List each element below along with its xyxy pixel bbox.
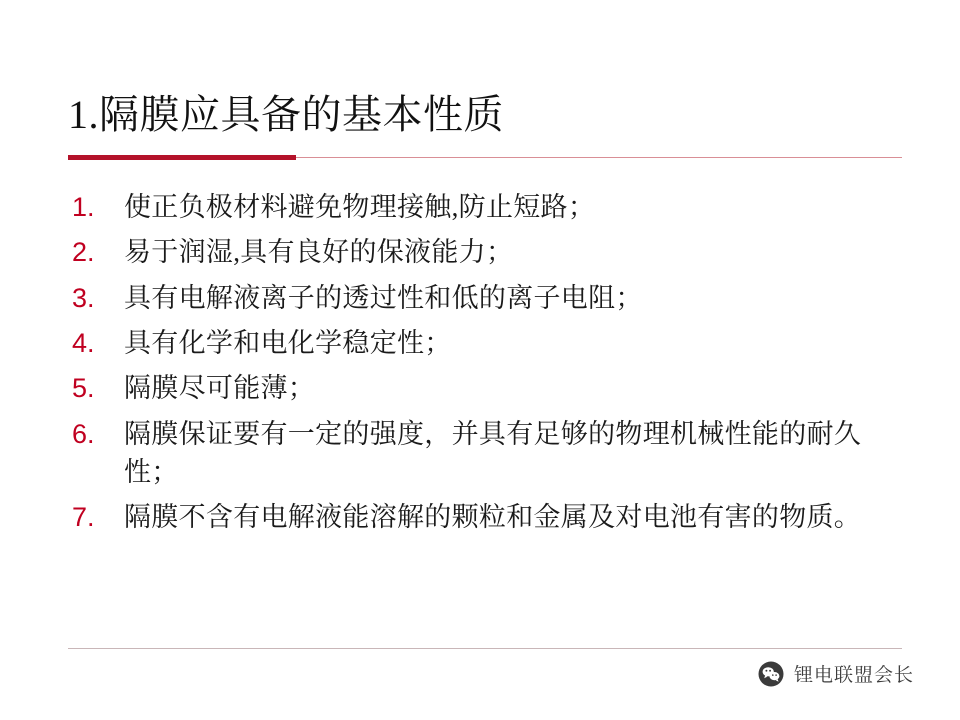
list-item-text: 具有电解液离子的透过性和低的离子电阻； — [124, 282, 643, 313]
list-item — [68, 415, 898, 492]
list-item-number: 5. — [72, 373, 95, 404]
list-item-text: 隔膜不含有电解液能溶解的颗粒和金属及对电池有害的物质。 — [124, 502, 862, 533]
list-item — [68, 369, 898, 407]
page-title: 1.隔膜应具备的基本性质 — [68, 92, 504, 137]
wechat-icon — [758, 661, 784, 687]
list-item-text: 隔膜保证要有一定的强度，并具有足够的物理机械性能的耐久性； — [124, 418, 862, 487]
list-item-number: 6. — [72, 418, 95, 449]
footer-divider — [68, 648, 902, 649]
list-item-text: 易于润湿,具有良好的保液能力； — [124, 237, 514, 268]
title-divider — [68, 155, 902, 161]
list-item-number: 4. — [72, 327, 95, 358]
list-item — [68, 324, 898, 362]
list-item — [68, 498, 898, 536]
footer — [758, 660, 914, 687]
list-item — [68, 233, 898, 271]
list-item-text: 隔膜尽可能薄； — [124, 373, 316, 404]
numbered-list — [68, 188, 898, 544]
list-item-number: 3. — [72, 282, 95, 313]
list-item-text: 使正负极材料避免物理接触,防止短路； — [124, 192, 596, 222]
list-item-text: 具有化学和电化学稳定性； — [124, 327, 452, 358]
title-block — [68, 92, 898, 138]
list-item — [68, 188, 898, 226]
list-item-number: 2. — [72, 237, 95, 268]
title-divider-accent — [68, 155, 296, 160]
list-item-number: 1. — [72, 192, 95, 222]
list-item — [68, 279, 898, 317]
footer-label: 锂电联盟会长 — [793, 665, 914, 686]
list-item-number: 7. — [72, 502, 95, 533]
